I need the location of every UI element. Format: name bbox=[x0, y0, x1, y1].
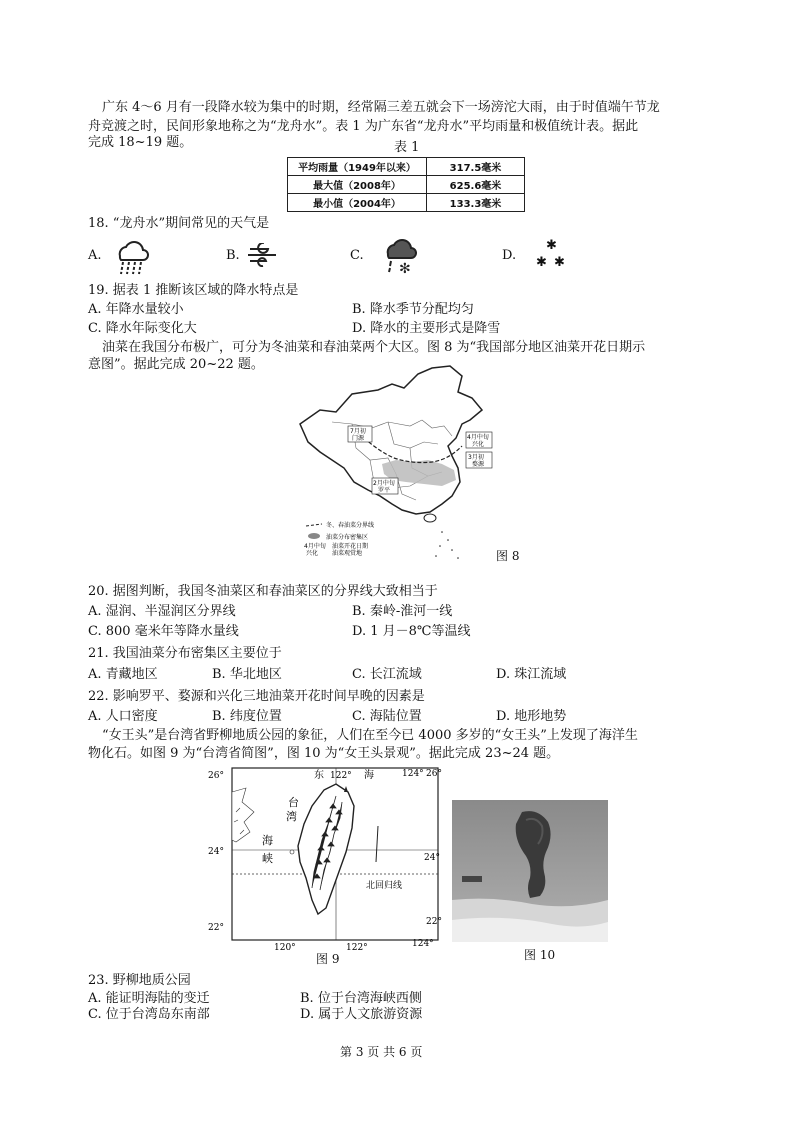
label-hai: 海 bbox=[364, 770, 374, 781]
q19-option-c[interactable]: C. 降水年际变化大 bbox=[88, 321, 197, 336]
lon120: 120° bbox=[274, 943, 296, 952]
xinghua-label: 兴化 bbox=[472, 441, 485, 448]
q19-option-a[interactable]: A. 年降水量较小 bbox=[88, 302, 184, 317]
heavy-rain-icon bbox=[112, 238, 152, 276]
q20-option-b[interactable]: B. 秦岭-淮河一线 bbox=[352, 604, 453, 619]
lon124-bottom: 124° bbox=[412, 939, 434, 949]
svg-text:✻: ✻ bbox=[399, 261, 411, 274]
legend-date-desc: 油菜开花日期 bbox=[332, 543, 369, 550]
q21-option-c[interactable]: C. 长江流域 bbox=[352, 667, 422, 682]
table1-label: 平均雨量（1949年以来） bbox=[288, 158, 427, 176]
table1-label: 最大值（2008年） bbox=[288, 176, 427, 194]
china-map-figure bbox=[292, 364, 502, 564]
q19-option-d[interactable]: D. 降水的主要形式是降雪 bbox=[352, 321, 501, 336]
queens-head-photo bbox=[452, 800, 608, 942]
table1-label: 最小值（2004年） bbox=[288, 194, 427, 212]
q21-option-a[interactable]: A. 青藏地区 bbox=[88, 667, 158, 682]
label-xia: 峡 bbox=[262, 852, 273, 865]
lat24-right: 24° bbox=[424, 853, 440, 863]
q18-option-b[interactable]: B. bbox=[226, 248, 240, 263]
snow-icon bbox=[534, 236, 574, 270]
q20-option-c[interactable]: C. 800 毫米年等降水量线 bbox=[88, 624, 239, 639]
intro1-line2: 舟竞渡之时，民间形象地称之为“龙舟水”。表 1 为广东省“龙舟水”平均雨量和极值统计表。据此 bbox=[88, 119, 639, 134]
intro1-line1: 广东 4～6 月有一段降水较为集中的时期，经常隔三差五就会下一场滂沱大雨，由于时值端午节龙 bbox=[102, 100, 660, 115]
q22-option-a[interactable]: A. 人口密度 bbox=[88, 709, 158, 724]
q20-stem: 20. 据图判断，我国冬油菜区和春油菜区的分界线大致相当于 bbox=[88, 584, 438, 599]
page-number: 第 3 页 共 6 页 bbox=[340, 1045, 423, 1059]
lon122-top: 122° bbox=[330, 771, 352, 781]
label-hai2: 海 bbox=[262, 834, 273, 847]
legend-date-sample: 4月中旬 bbox=[304, 543, 326, 550]
legend-dense: 油菜分布密集区 bbox=[326, 534, 369, 541]
svg-text:✱: ✱ bbox=[546, 238, 557, 253]
lon124-top: 124° bbox=[402, 769, 424, 779]
label-dong: 东 bbox=[314, 770, 324, 781]
intro1-line3: 完成 18~19 题。 bbox=[88, 135, 193, 150]
q20-option-d[interactable]: D. 1 月－8℃等温线 bbox=[352, 624, 471, 639]
q19-stem: 19. 据表 1 推断该区域的降水特点是 bbox=[88, 283, 299, 298]
intro3-line1: “女王头”是台湾省野柳地质公园的象征，人们在至今已 4000 多岁的“女王头”上发现了海洋生 bbox=[102, 728, 638, 743]
menyuan-label: 门源 bbox=[352, 435, 365, 442]
legend-place-desc: 油菜观赏地 bbox=[332, 550, 363, 557]
table1-value: 133.3毫米 bbox=[427, 194, 525, 212]
lon122-bottom: 122° bbox=[346, 943, 368, 952]
q23-stem: 23. 野柳地质公园 bbox=[88, 973, 191, 988]
xinghua-date-label: 4月中旬 bbox=[467, 434, 489, 441]
label-wan: 湾 bbox=[286, 810, 297, 823]
table1-value: 317.5毫米 bbox=[427, 158, 525, 176]
lat26-left: 26° bbox=[208, 771, 224, 781]
table1-title: 表 1 bbox=[394, 140, 420, 155]
q23-option-b[interactable]: B. 位于台湾海峡西侧 bbox=[300, 991, 422, 1006]
luoping-label: 罗平 bbox=[378, 487, 391, 494]
q21-option-b[interactable]: B. 华北地区 bbox=[212, 667, 282, 682]
q22-option-d[interactable]: D. 地形地势 bbox=[496, 709, 567, 724]
table-row bbox=[288, 158, 525, 176]
menyuan-date-label: 7月初 bbox=[350, 428, 366, 435]
table-row bbox=[288, 176, 525, 194]
tropic-label: 北回归线 bbox=[366, 881, 403, 891]
q18-stem: 18. “龙舟水”期间常见的天气是 bbox=[88, 216, 270, 231]
q18-option-a[interactable]: A. bbox=[88, 248, 102, 263]
lat22-right: 22° bbox=[426, 917, 442, 927]
q20-option-a[interactable]: A. 湿润、半湿润区分界线 bbox=[88, 604, 236, 619]
q23-option-d[interactable]: D. 属于人文旅游资源 bbox=[300, 1007, 423, 1022]
wind-icon bbox=[246, 243, 282, 267]
fig9-caption: 图 9 bbox=[316, 952, 340, 966]
rain-snow-icon bbox=[382, 236, 422, 274]
intro2-line1: 油菜在我国分布极广，可分为冬油菜和春油菜两个大区。图 8 为“我国部分地区油菜开花日期示 bbox=[102, 340, 646, 355]
intro3-line2: 物化石。如图 9 为“台湾省简图”，图 10 为“女王头景观”。据此完成 23~24 题。 bbox=[88, 746, 560, 761]
q22-option-c[interactable]: C. 海陆位置 bbox=[352, 709, 422, 724]
lat24-left: 24° bbox=[208, 847, 224, 857]
q22-stem: 22. 影响罗平、婺源和兴化三地油菜开花时间早晚的因素是 bbox=[88, 689, 425, 704]
q19-option-b[interactable]: B. 降水季节分配均匀 bbox=[352, 302, 474, 317]
q18-option-d[interactable]: D. bbox=[502, 248, 517, 263]
legend-place-sample: 兴化 bbox=[306, 550, 319, 557]
table1 bbox=[287, 157, 525, 212]
wuyuan-label: 婺源 bbox=[472, 461, 485, 468]
q23-option-c[interactable]: C. 位于台湾岛东南部 bbox=[88, 1007, 210, 1022]
svg-text:✱: ✱ bbox=[554, 255, 565, 270]
wuyuan-date-label: 3月初 bbox=[468, 454, 484, 461]
legend-boundary: 冬、春油菜分界线 bbox=[326, 522, 375, 529]
q21-option-d[interactable]: D. 珠江流域 bbox=[496, 667, 567, 682]
lat26-right: 26° bbox=[426, 769, 442, 779]
lat22-left: 22° bbox=[208, 923, 224, 933]
svg-text:✱: ✱ bbox=[536, 255, 547, 270]
fig10-caption: 图 10 bbox=[524, 948, 556, 962]
q23-option-a[interactable]: A. 能证明海陆的变迁 bbox=[88, 991, 210, 1006]
q21-stem: 21. 我国油菜分布密集区主要位于 bbox=[88, 646, 282, 661]
table-row bbox=[288, 194, 525, 212]
luoping-date-label: 2月中旬 bbox=[373, 480, 395, 487]
q22-option-b[interactable]: B. 纬度位置 bbox=[212, 709, 282, 724]
taiwan-map-figure bbox=[206, 762, 446, 952]
table1-value: 625.6毫米 bbox=[427, 176, 525, 194]
fig8-caption: 图 8 bbox=[496, 549, 520, 563]
q18-option-c[interactable]: C. bbox=[350, 248, 364, 263]
intro2-line2: 意图”。据此完成 20~22 题。 bbox=[88, 357, 264, 372]
label-tai: 台 bbox=[288, 796, 299, 809]
